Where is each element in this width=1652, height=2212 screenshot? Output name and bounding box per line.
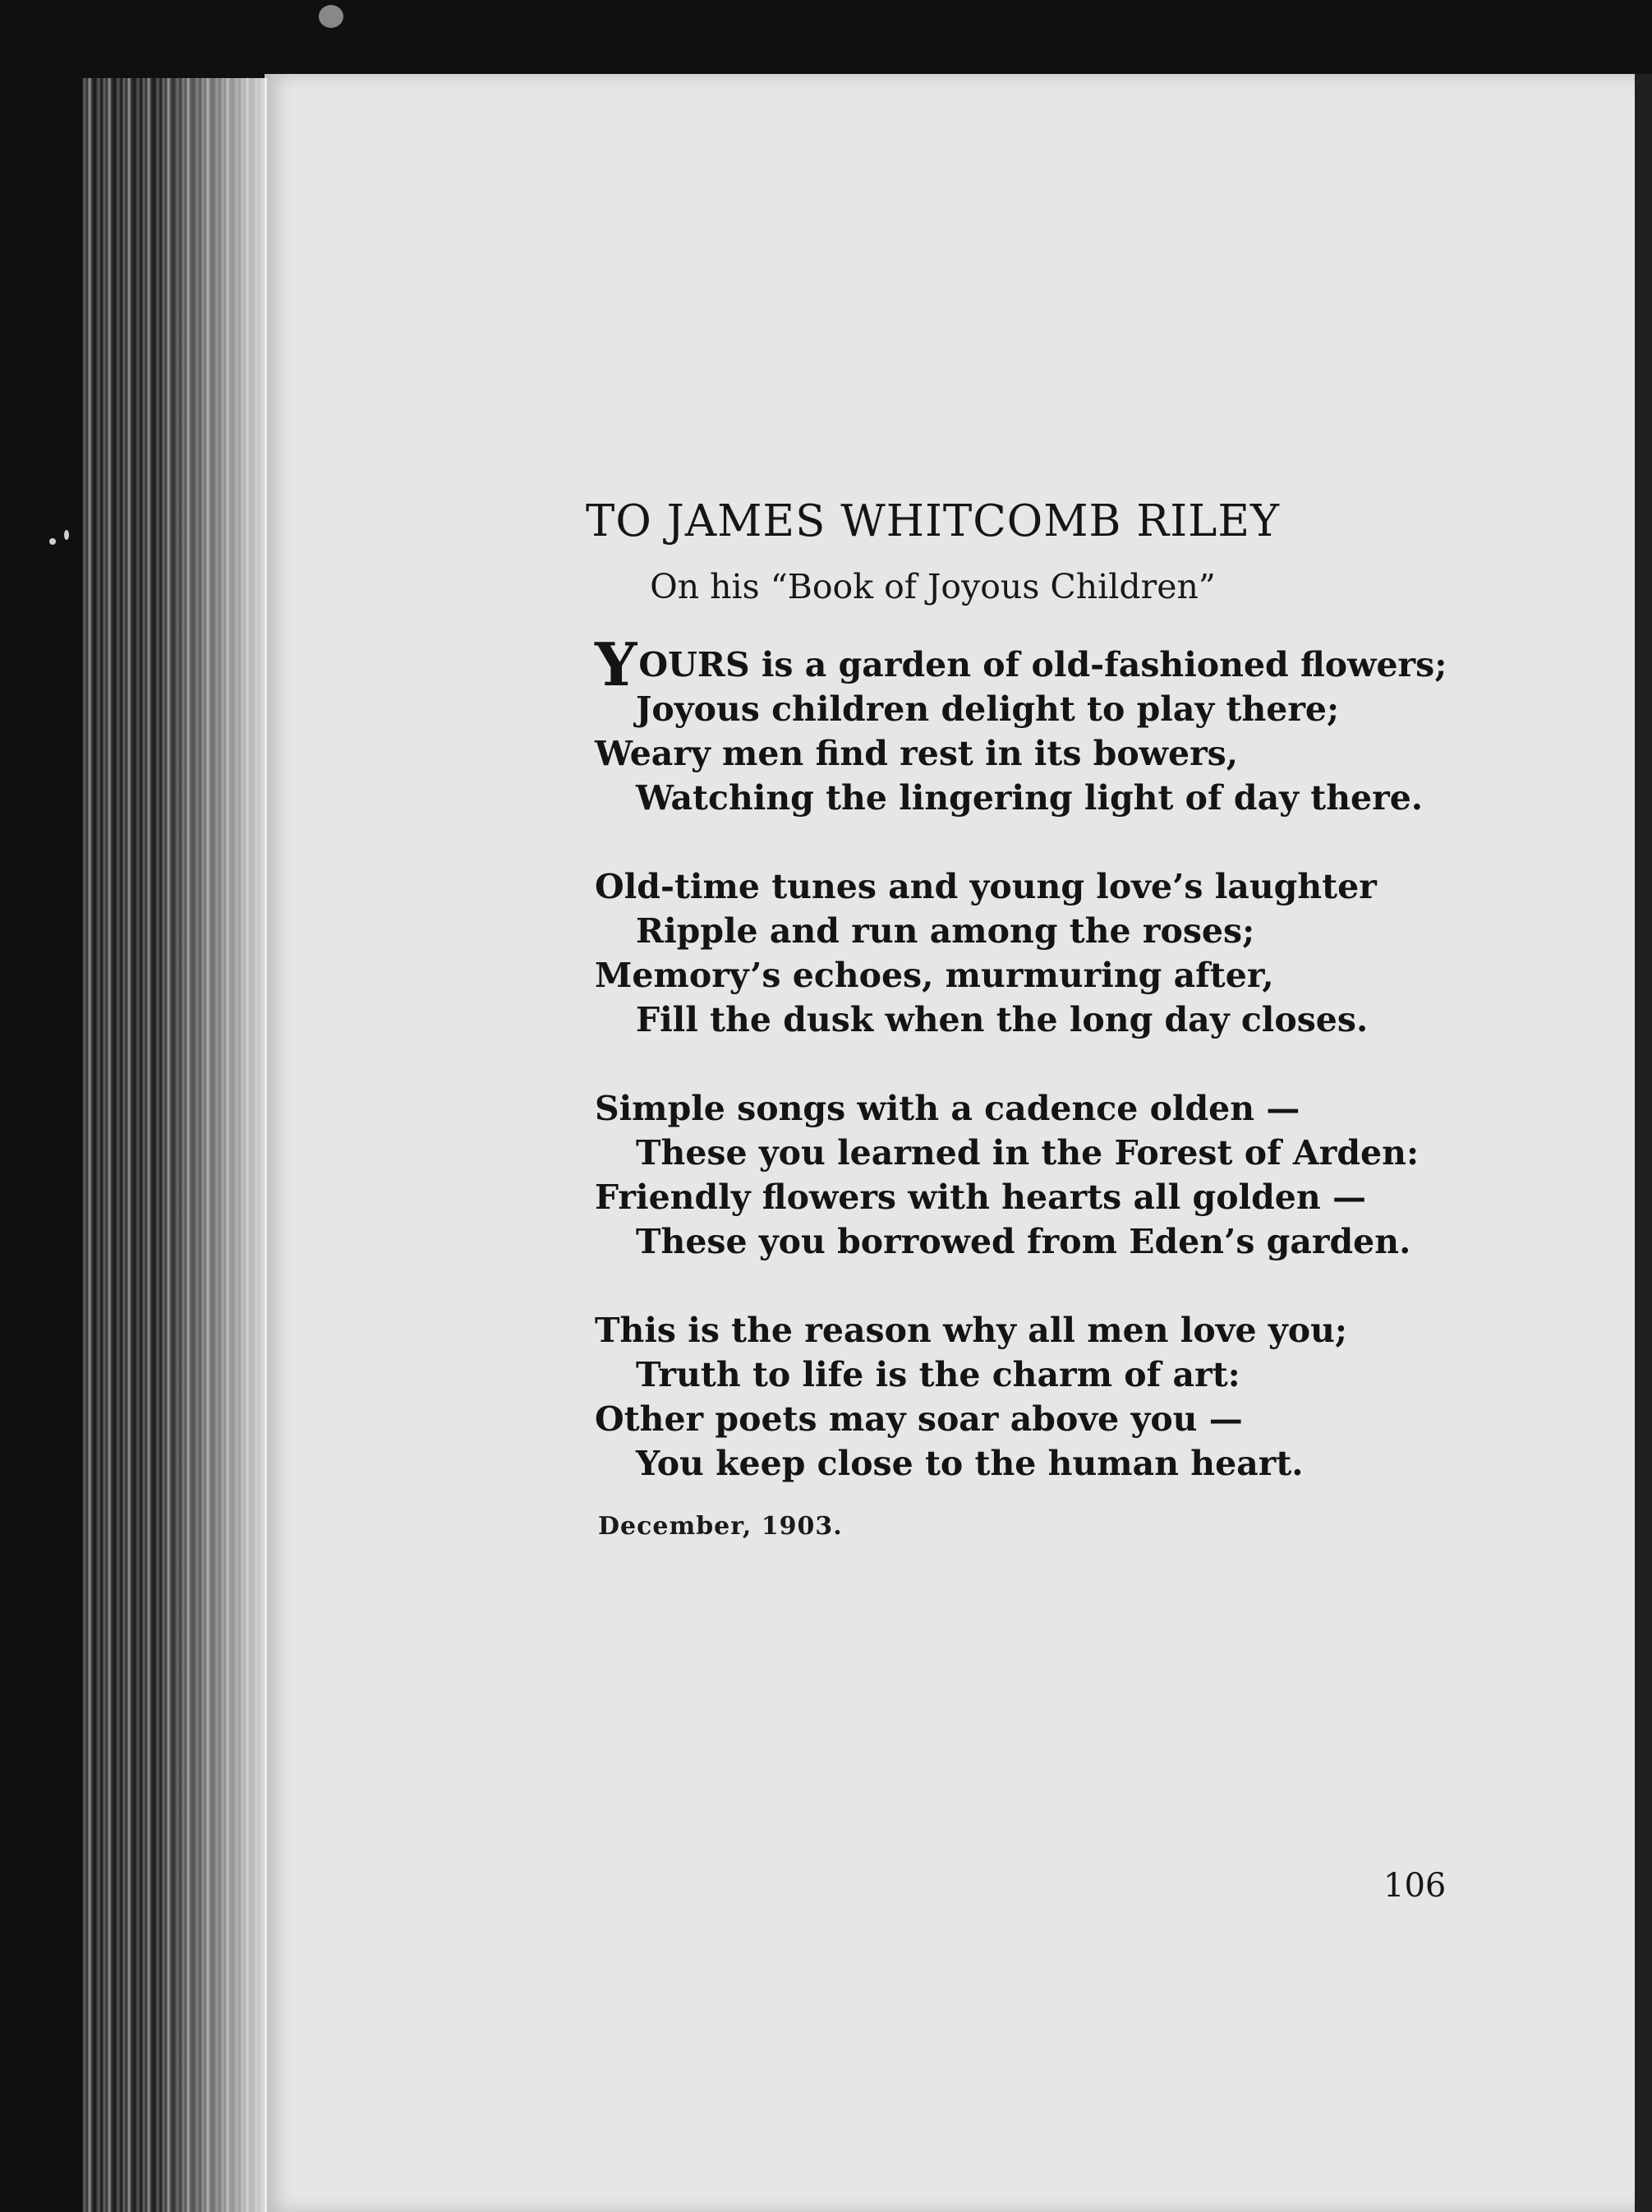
poem-line: Joyous children delight to play there; [636, 689, 1340, 729]
poem-line: Friendly flowers with hearts all golden — [595, 1177, 1366, 1217]
poem-subtitle: On his “Book of Joyous Children” [650, 567, 1216, 606]
stanza-4 [595, 1308, 1581, 1486]
poem-line: Watching the lingering light of day there. [636, 778, 1424, 818]
dust-speck [319, 5, 343, 28]
poem-line: Truth to life is the charm of art: [636, 1355, 1240, 1394]
page-right-border [1635, 74, 1652, 2212]
drop-cap: Y [595, 629, 637, 699]
poem-line: You keep close to the human heart. [636, 1444, 1304, 1483]
poem-body [595, 629, 1581, 1530]
poem-line: Ripple and run among the roses; [636, 911, 1255, 951]
poem-line: Other poets may soar above you — [595, 1399, 1243, 1439]
poem-line: This is the reason why all men love you; [595, 1311, 1348, 1350]
poem-title: TO JAMES WHITCOMB RILEY [585, 496, 1281, 546]
stanza-1 [595, 629, 1581, 820]
page-curl-highlight [156, 78, 267, 2212]
poem-line: These you learned in the Forest of Arden: [636, 1133, 1420, 1173]
poem-line: Weary men find rest in its bowers, [595, 734, 1239, 773]
poem-line: Old-time tunes and young love’s laughter [595, 867, 1377, 906]
stanza-3 [595, 1086, 1581, 1264]
page-number: 106 [1383, 1867, 1447, 1905]
poem-line: Simple songs with a cadence olden — [595, 1089, 1300, 1128]
poem-line: Fill the dusk when the long day closes. [636, 1000, 1369, 1039]
poem-line: YOURS is a garden of old-fashioned flowers; [595, 629, 1447, 699]
dateline: December, 1903. [598, 1512, 843, 1541]
poem-line: Memory’s echoes, murmuring after, [595, 956, 1274, 995]
stanza-2 [595, 864, 1581, 1042]
poem-line: These you borrowed from Eden’s garden. [636, 1222, 1411, 1261]
